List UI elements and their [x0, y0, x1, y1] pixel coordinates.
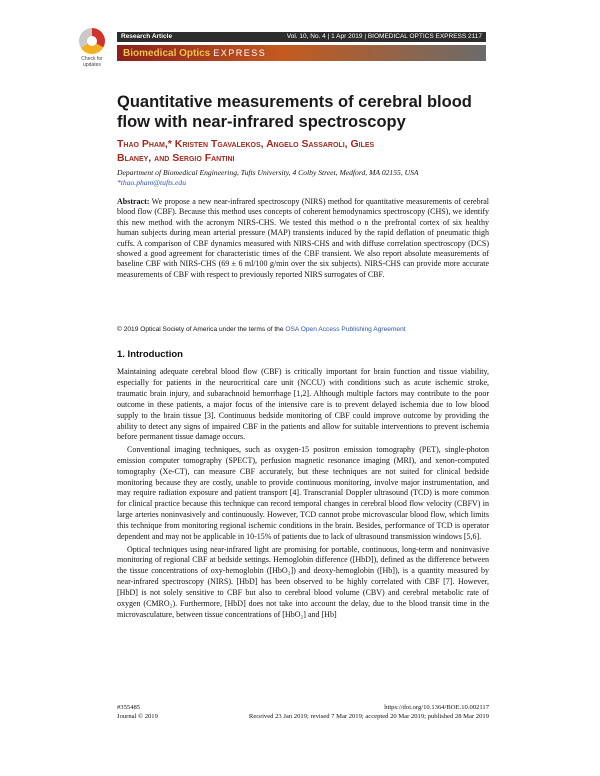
article-type: Research Article [121, 33, 173, 40]
abstract [117, 197, 489, 280]
author-list [117, 137, 489, 165]
author-line-1: Thao Pham,* Kristen Tgavalekos, Angelo Sassaroli, Giles [117, 138, 375, 150]
corresponding-email[interactable]: *thao.pham@tufts.edu [117, 178, 187, 187]
paragraph-2: Conventional imaging techniques, such as oxygen-15 positron emission tomography (PET), single-photon emission computer tomography (SPECT), perfusion magnetic resonance imaging (MRI), and xenon-computed tomography (Xe-CT), can measure CBF accurately, but these techniques are not suited for clinical bedside monitoring because they are costly, unable to provide continuous monitoring, involve major instrumentation, and may require radiation exposure and patient transport [4]. Transcranial Doppler ultrasound (TCD) is more common for clinical practice because this technique can record temporal changes in cerebral blood flow velocity (CBFV) in large arteries noninvasively and continuously. However, TCD cannot probe microvascular blood flow, which limits this technique from monitoring regional ischemic conditions in the brain. Besides, performance of TCD is operator dependent and may not be applicable in 10-15% of patients due to lack of ultrasound transmission windows [5,6]. [117, 444, 489, 542]
doi-link[interactable]: https://doi.org/10.1364/BOE.10.002117 [384, 704, 489, 711]
paper-title: Quantitative measurements of cerebral blood flow with near-infrared spectroscopy [117, 93, 472, 131]
body-text [117, 367, 489, 621]
abstract-label: Abstract: [117, 197, 150, 206]
publication-dates: Received 23 Jan 2019; revised 7 Mar 2019; accepted 20 Mar 2019; published 28 Mar 2019 [248, 713, 489, 720]
paragraph-1: Maintaining adequate cerebral blood flow (CBF) is critically important for brain function and tissue viability, especially for patients in the neurocritical care unit (NCCU) with conditions such as acute ischemic stroke, traumatic brain injury, and subarachnoid hemorrhage [1,2]. Although multiple factors may contribute to the poor outcome in these patients, a major focus of the intensive care is to prevent delayed ischemia due to low blood supply to the brain tissue [3]. Continuous bedside monitoring of CBF could improve outcome by providing the ability to detect any signs of impaired CBF in the patients and allow for suitable interventions to prevent ischemia before permanent tissue damage occurs. [117, 367, 489, 442]
crossmark-label [77, 56, 107, 68]
article-id: #355485 [117, 704, 141, 711]
affiliation [117, 168, 489, 188]
copyright-text: © 2019 Optical Society of America under the terms of the [117, 326, 284, 333]
journal-banner [117, 45, 486, 61]
citation: Vol. 10, No. 4 | 1 Apr 2019 | BIOMEDICAL OPTICS EXPRESS 2117 [286, 33, 482, 40]
journal-name: Biomedical Optics [123, 48, 211, 59]
author-line-2: Blaney, and Sergio Fantini [117, 152, 235, 164]
abstract-text: We propose a new near-infrared spectroscopy (NIRS) method for quantitative measurements of cerebral blood flow (CBF). Because this method uses concepts of coherent hemodynamics spectroscopy (CHS), we identify this new method with the acronym NIRS-CHS. We tested this method o n the prefrontal cortex of six healthy human subjects during mean arterial pressure (MAP) transients induced by the rapid deflation of pneumatic thigh cuffs. A comparison of CBF dynamics measured with NIRS-CHS and with diffuse correlation spectroscopy (DCS) showed a good agreement for characteristic times of the CBF transient. We also report absolute measurements of baseline CBF with NIRS-CHS (69 ± 6 ml/100 g/min over the six subjects). NIRS-CHS can provide more accurate measurements of CBF with respect to previously reported NIRS surrogates of CBF. [117, 197, 490, 279]
article-header-bar [117, 32, 486, 42]
crossmark-logo[interactable] [77, 28, 107, 70]
journal-copyright: Journal © 2019 [117, 713, 158, 720]
crossmark-label-line2: updates [83, 62, 101, 68]
crossmark-icon [79, 28, 105, 54]
license-link[interactable]: OSA Open Access Publishing Agreement [285, 326, 406, 333]
journal-suffix: EXPRESS [213, 48, 267, 58]
department: Department of Biomedical Engineering, Tufts University, 4 Colby Street, Medford, MA 02155, USA [117, 168, 419, 177]
paragraph-3: Optical techniques using near-infrared light are promising for portable, continuous, long-term and noninvasive monitoring of regional CBF at bedside settings. Hemoglobin difference ([HbD]), defined as the difference between the tissue concentrations of oxy-hemoglobin ([HbO₂]) and deoxy-hemoglobin ([Hb]), is a quantity measured by near-infrared spectroscopy (NIRS). [HbD] has been observed to be highly correlated with CBF [7]. However, [HbD] is not solely sensitive to CBF but also to cerebral blood volume (CBV) and cerebral metabolic rate of oxygen (CMRO₂). Furthermore, [HbD] does not take into account the delay, due to the blood transit time in the microvasculature, between tissue concentrations of [HbO₂] and [Hb] [117, 544, 489, 619]
section-heading: 1. Introduction [117, 349, 183, 360]
copyright-notice [117, 325, 489, 334]
crossmark-label-line1: Check for [81, 56, 103, 62]
page-footer [117, 703, 489, 721]
